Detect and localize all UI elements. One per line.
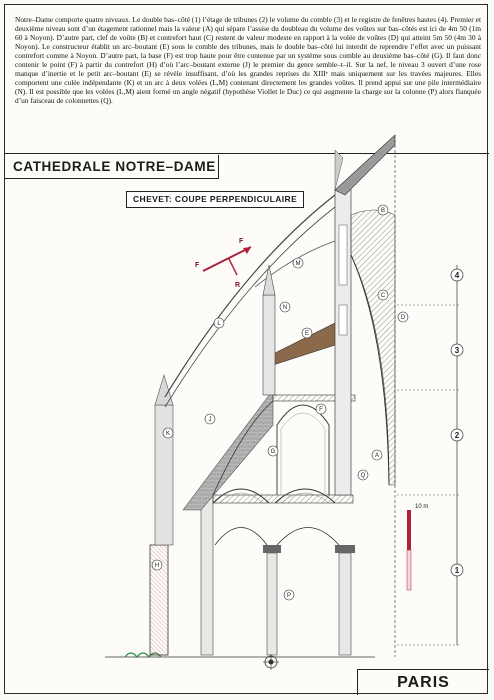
intro-paragraph: Notre–Dame comporte quatre niveaux. Le double bas–côté (1) l’étage de tribunes (2) le volume du comble (3) et le registre de fenêtres hautes (4). Premier et deuxième niveau sont d’un étagement rationnel mais la valeur (A) qui sépare l’assise du doubleau du volume des voûtes sur bas–côtés est ici de 4m 50 (1m 60 à Noyon). D’autre part, clef de voûte (B) et contrefort haut (C) restent de valeur modeste en rapport à la volée de voûtes (D) qui atteint 5m 50 (4m 30 à Noyon). Le constructeur établit un arc–boutant (E) sous le comble des tribunes, mais le double bas–côté lui interdit de reprendre l’effet avec un puissant contrefort comme à Noyon. D’autre part, la base (F) est trop haute pour être contenue par un système sous comble au deuxième bas–côté (G). Il faut donc contenir le point (F) à partir du contrefort (H) d’où l’arc–boutant externe (J) le premier du genre semble–t–il. Sur la nef, le niveau 3 ouvert d’une rose manque d’inertie et le petit arc–boutant (E) se révèle insuffisant, d’où les grandes reprises du XIIIᵉ mais uniquement sur les travées majeures. Elles comportent une culée indépendante (K) et un arc à deux volées (L,M) contenant directement les grandes voûtes. Il prend appui sur une pile intermédiaire (N). Il est possible que les volées (L,M) aient formé un angle négatif (hypothèse Viollet le Duc) ce qui augmente la charge sur la colonne (P) alors flanquée d’un faisceau de colonnettes (Q).: [15, 15, 481, 105]
svg-text:3: 3: [454, 346, 460, 355]
svg-text:P: P: [286, 593, 292, 599]
clerestory-window: [339, 225, 347, 285]
label-b: [378, 205, 388, 215]
label-e: [302, 328, 312, 338]
svg-text:C: C: [380, 293, 386, 299]
level-marker-2: [451, 429, 463, 441]
label-l: [214, 318, 224, 328]
svg-text:10 m: 10 m: [415, 504, 429, 510]
svg-text:A: A: [374, 453, 380, 459]
outer-aisle-wall: [201, 495, 213, 655]
svg-text:E: E: [304, 331, 310, 337]
scale-bar: [407, 504, 428, 590]
svg-text:N: N: [282, 305, 288, 311]
svg-text:D: D: [400, 315, 406, 321]
level-marker-3: [451, 344, 463, 356]
label-a: [372, 450, 382, 460]
svg-text:R: R: [235, 282, 241, 289]
label-n: [280, 302, 290, 312]
pinnacle-n: [263, 265, 275, 295]
level-marker-1: [451, 564, 463, 576]
label-p: [284, 590, 294, 600]
rose-window-opening: [339, 305, 347, 335]
nave-column-p: [339, 553, 351, 655]
force-vectors: [195, 238, 251, 289]
label-g: [268, 446, 278, 456]
aisle-column: [267, 553, 277, 655]
level-marker-4: [451, 269, 463, 281]
culee-k: [155, 405, 173, 545]
label-q: [358, 470, 368, 480]
page-title: CATHEDRALE NOTRE–DAME: [13, 159, 216, 174]
svg-text:F: F: [319, 407, 323, 413]
svg-text:K: K: [165, 431, 171, 437]
svg-text:J: J: [208, 417, 212, 423]
nave-roof: [335, 135, 395, 195]
svg-text:L: L: [217, 321, 221, 327]
svg-text:B: B: [380, 208, 386, 214]
city-label: PARIS: [357, 669, 489, 695]
label-j: [205, 414, 215, 424]
nave-high-vault: [351, 210, 395, 485]
label-c: [378, 290, 388, 300]
drawing-sheet: [4, 4, 488, 694]
svg-text:M: M: [295, 261, 301, 267]
rosette-icon: [263, 654, 279, 670]
svg-text:Q: Q: [360, 473, 366, 479]
svg-text:F: F: [239, 238, 244, 245]
svg-text:G: G: [270, 449, 276, 455]
tribune-roof: [267, 323, 335, 365]
svg-text:1: 1: [454, 566, 460, 575]
label-h: [152, 560, 162, 570]
svg-text:4: 4: [454, 271, 460, 280]
svg-text:H: H: [154, 563, 160, 569]
svg-text:2: 2: [454, 431, 460, 440]
label-m: [293, 258, 303, 268]
tribune-arch: [277, 405, 329, 495]
label-k: [163, 428, 173, 438]
section-subtitle: CHEVET: COUPE PERPENDICULAIRE: [126, 191, 304, 208]
label-d: [398, 312, 408, 322]
aisle-capital: [263, 545, 281, 553]
flying-buttress-upper: [165, 195, 335, 397]
flying-buttress-lower: [165, 207, 335, 407]
nave-capital: [335, 545, 355, 553]
svg-text:F: F: [195, 262, 200, 269]
cross-section-drawing: [5, 5, 489, 695]
label-f: [316, 404, 326, 414]
intermediate-pier-n: [263, 295, 275, 395]
pinnacle-k: [155, 375, 173, 405]
